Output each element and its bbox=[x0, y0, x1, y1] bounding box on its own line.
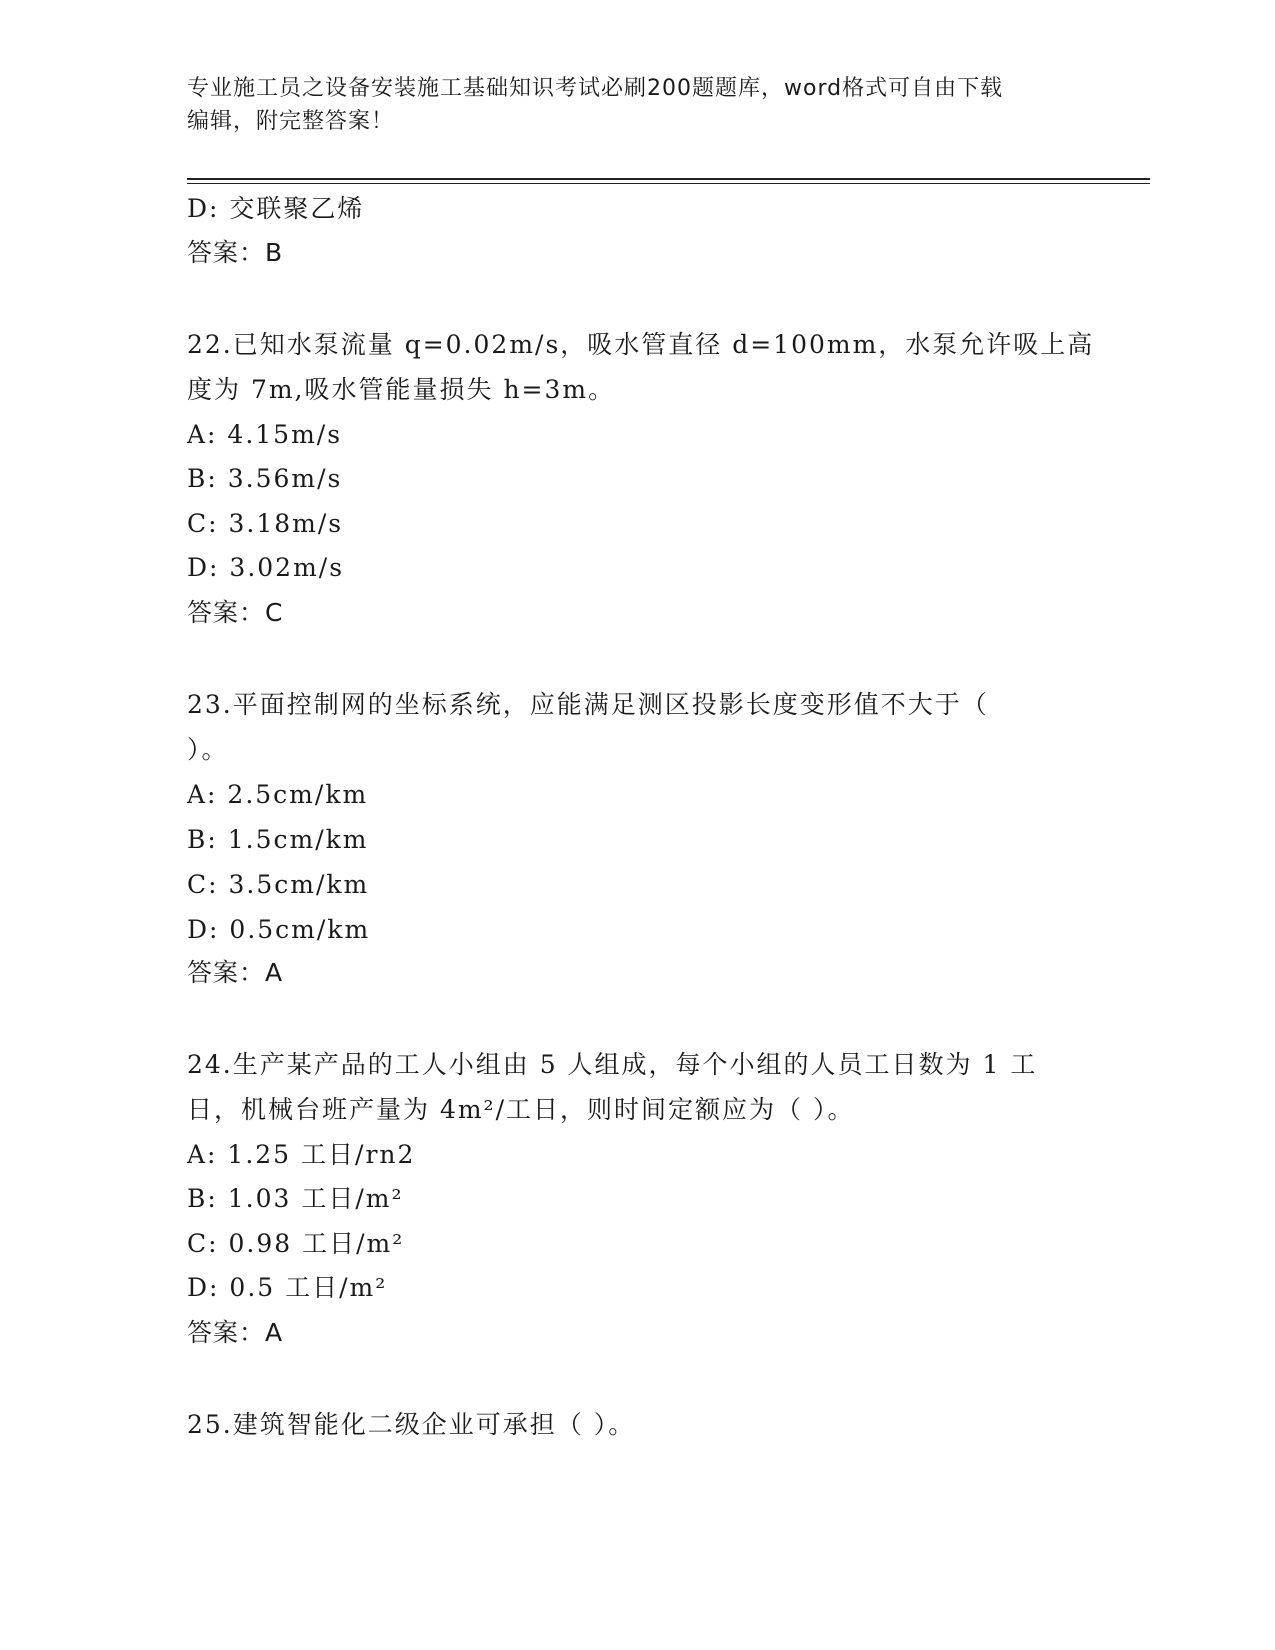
q23-answer: 答案：A bbox=[187, 958, 284, 987]
q22-option-b: B: 3.56m/s bbox=[187, 464, 343, 493]
header-title-line1: 专业施工员之设备安装施工基础知识考试必刷200题题库，word格式可自由下载 bbox=[187, 76, 1004, 101]
q22-option-c: C: 3.18m/s bbox=[187, 509, 344, 538]
header-title-line2: 编辑，附完整答案！ bbox=[187, 109, 395, 134]
q22-option-a: A: 4.15m/s bbox=[187, 420, 343, 449]
q23-option-a: A: 2.5cm/km bbox=[187, 780, 369, 809]
q22-option-d: D: 3.02m/s bbox=[187, 553, 345, 582]
q24-answer: 答案：A bbox=[187, 1318, 284, 1347]
q24-option-d: D: 0.5 工日/m² bbox=[187, 1273, 388, 1302]
q24-option-a: A: 1.25 工日/rn2 bbox=[187, 1140, 416, 1169]
q23-stem-line1: 23.平面控制网的坐标系统，应能满足测区投影长度变形值不大于（ bbox=[187, 690, 989, 719]
q24-option-c: C: 0.98 工日/m² bbox=[187, 1229, 405, 1258]
document-header bbox=[187, 72, 1067, 138]
q24-stem-line2: 日，机械台班产量为 4m²/工日，则时间定额应为（ ）。 bbox=[187, 1095, 855, 1124]
q23-option-b: B: 1.5cm/km bbox=[187, 825, 369, 854]
header-divider-thin bbox=[187, 183, 1150, 184]
q21-option-d: D: 交联聚乙烯 bbox=[187, 194, 365, 223]
q25-stem-line1: 25.建筑智能化二级企业可承担（ ）。 bbox=[187, 1410, 636, 1439]
q23-option-c: C: 3.5cm/km bbox=[187, 870, 370, 899]
header-divider-thick bbox=[187, 178, 1150, 180]
q22-answer: 答案：C bbox=[187, 598, 284, 627]
q22-stem-line2: 度为 7m,吸水管能量损失 h=3m。 bbox=[187, 375, 616, 404]
q23-stem-line2: ）。 bbox=[187, 735, 229, 764]
q22-stem-line1: 22.已知水泵流量 q=0.02m/s，吸水管直径 d=100mm，水泵允许吸上高 bbox=[187, 330, 1095, 359]
q24-option-b: B: 1.03 工日/m² bbox=[187, 1184, 404, 1213]
q23-option-d: D: 0.5cm/km bbox=[187, 915, 371, 944]
q21-answer: 答案：B bbox=[187, 238, 284, 267]
q24-stem-line1: 24.生产某产品的工人小组由 5 人组成，每个小组的人员工日数为 1 工 bbox=[187, 1050, 1038, 1079]
